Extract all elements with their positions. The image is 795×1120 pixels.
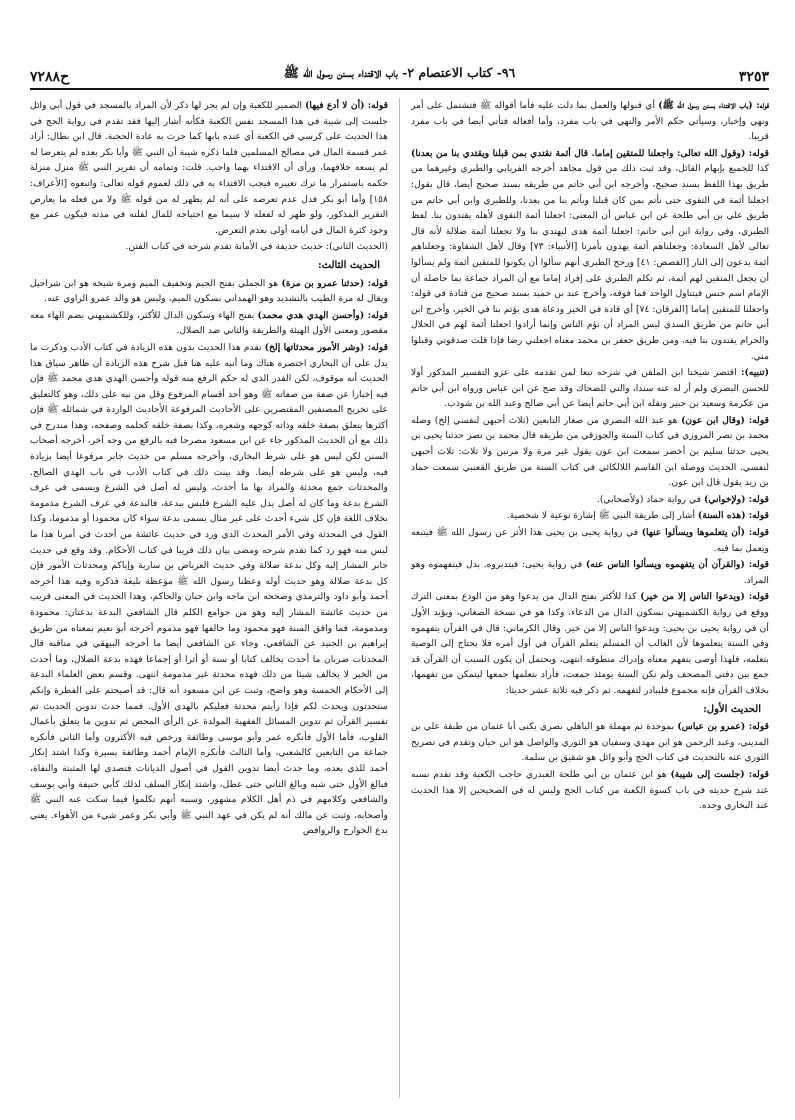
commentary-paragraph [30,98,388,238]
paragraph-lead: قوله: (ويدعوا الناس إلا من خير) [640,591,769,603]
commentary-paragraph [411,492,769,508]
paragraph-text: تقدم هذا الحديث بدون هذه الزيادة في كتاب الأدب وذكرت ما يدل على أن البخاري اختصره هناك وما أنبه عليه هنا قبل شرح هذه الزيادة أن ظاهر سياق هذا الحديث أنه موقوف، لكن القدر الذي له حكم الرفع منه قوله وأحسن الهدي هدي محمد ﷺ فإن فيه إخبارا عن صفة من صفاته ﷺ وهو أحد أقسام المرفوع وقل من نبه على ذلك، وهو كالتعليق على تخريج المصنفين المقتصرين على الأحاديث المرفوعة الأحاديث الواردة في شمائله ﷺ فإن أكثرها يتعلق بصفة خلقه وذاته كوجهه وشعره، وكذا بصفة خلقه كحلمه وصفحه، وهذا مندرج في ذلك مع أن الحديث المذكور جاء عن ابن مسعود مصرحا فيه بالرفع من وجه آخر، أخرجه أصحاب السنن لكن ليس هو على شرط البخاري، وأخرجه مسلم من حديث جابر مرفوعا أيضا بزيادة فيه، وليس هو على شرطه أيضا. وقد بينت ذلك في كتاب الأدب في باب الهدي الصالح. والمحدثات جمع محدثة والمراد بها ما أحدث، وليس له أصل في الشرع ويسمى في عرف الشرع بدعة وما كان له أصل يدل عليه الشرع فليس ببدعة، فالبدعة في عرف الشرع مذمومة بخلاف اللغة فإن كل شيء أحدث على غير مثال يسمى بدعة سواء كان محمودا أو مذموما، وكذا القول في المحدثة وفي الأمر المحدث الذي ورد في حديث عائشة من أحدث في أمرنا هذا ما ليس منه فهو رد كما تقدم شرحه ومضى بيان ذلك قريبا في كتاب الأحكام. وقد وقع في حديث جابر المشار إليه وكل بدعة ضلالة وفي حديث العرباض بن سارية وإياكم ومحدثات الأمور فإن كل بدعة ضلالة وهو حديث أوله وعظنا رسول الله ﷺ موعظة بليغة فذكره وفيه هذا أخرجه أحمد وأبو داود والترمذي وصححه ابن ماجه وابن حبان والحاكم، وهذا الحديث في المعنى قريب من حديث عائشة المشار إليه وهو من جوامع الكلم قال الشافعي البدعة بدعتان: محمودة ومذمومة، فما وافق السنة فهو محمود وما خالفها فهو مذموم أخرجه أبو نعيم بمعناه من طريق إبراهيم بن الجنيد عن الشافعي، وجاء عن الشافعي أيضا ما أخرجه البيهقي في مناقبه قال المحدثات ضربان ما أحدث يخالف كتابا أو سنة أو أثرا أو إجماعا فهذه بدعة الضلال، وما أحدث من الخير لا يخالف شيئا من ذلك فهذه محدثة غير مذمومة انتهى. وقسم بعض العلماء البدعة إلى الأحكام الخمسة وهو واضح، وثبت عن ابن مسعود أنه قال: قد أصبحتم على الفطرة وإنكم ستحدثون ويحدث لكم فإذا رأيتم محدثة فعليكم بالهدي الأول. فمما حدث تدوين الحديث ثم تفسير القرآن ثم تدوين المسائل الفقهية المولدة عن الرأي المحض ثم تدوين ما يتعلق بأعمال القلوب، فأما الأول فأنكره عمر وأبو موسى وطائفة ورخص فيه الأكثرون وأما الثاني فأنكره جماعة من التابعين كالشعبي، وأما الثالث فأنكره الإمام أحمد وطائفة يسيرة وكذا اشتد إنكار أحمد للذي بعده، وما حدث أيضا تدوين القول في أصول الديانات فتصدى لها المثبتة والنفاة، فبالغ الأول حتى شبه وبالغ الثاني حتى عطل، واشتد إنكار السلف لذلك كأبي حنيفة وأبي يوسف والشافعي وكلامهم في ذم أهل الكلام مشهور، وسببه أنهم تكلموا فيما سكت عنه النبي ﷺ وأصحابه، وثبت عن مالك أنه لم يكن في عهد النبي ﷺ وأبي بكر وعمر شيء من الأهواء. يعني بدع الخوارج والروافض [30,341,388,837]
paragraph-lead: قوله: (عمرو بن عباس) [677,721,769,733]
commentary-paragraph [411,508,769,524]
paragraph-text: في رواية يحيى بن يحيى هذا الأثر عن رسول الله ﷺ فيتبعه ويعمل بما فيه. [411,527,769,554]
paragraph-text: أشار إلى طريقة النبي ﷺ إشارة نوعية لا شخصية. [506,510,698,522]
commentary-paragraph [30,308,388,339]
paragraph-lead: قوله: (باب الاقتداء بسنن رسول الله ﷺ) [658,100,769,111]
running-header [30,62,769,90]
paragraph-text: بفتح الهاء وسكون الدال للأكثر، وللكشميهني بضم الهاء معه مقصور ومعنى الأول الهيئة والطريقة والثاني ضد الضلال. [30,309,388,337]
left-column [30,98,388,1098]
paragraph-lead: قوله: (حدثنا عمرو بن مرة) [281,277,388,289]
commentary-paragraph [411,557,769,588]
paragraph-text: كذا للأكثر بفتح الدال من يدعوا وهو من الودع بمعنى الترك ووقع في رواية الكشميهني بسكون الدال من الدعاء، وكذا هو في نسخة الصغاني، ويؤيد الأول أن في رواية يحيى بن يحيى: ويدعوا الناس إلا من خير. وقال الكرماني: قال في القرآن يتفهموه وفي السنة يتعلموها لأن الغالب أن المسلم يتعلم القرآن في أول أمره فلا يحتاج إلى الوصية بتعلمه، فلهذا أوصى بتفهم معناه وإدراك منطوقه انتهى، ويحتمل أن يكون السبب أن القرآن قد جمع بين دفتي المصحف ولم تكن السنة يومئذ جمعت، فأراد بتعلمها جمعها ليتمكن من تفهمها، بخلاف القرآن فإنه مجموع فليبادر لتفهمه. ثم ذكر فيه ثلاثة عشر حديثا: [411,591,769,696]
page-number: ٣٢٥٣ [738,69,769,85]
commentary-paragraph [411,98,769,145]
paragraph-lead: (تنبيه): [741,367,769,379]
commentary-paragraph [411,146,769,364]
commentary-paragraph [411,365,769,412]
document-page [30,62,769,1102]
paragraph-lead: قوله: (جلست إلى شيبة) [670,768,769,780]
paragraph-text: بموحدة ثم مهملة هو الباهلي بصري يكنى أبا عثمان من طبقة علي بن المديني، وعبد الرحمن هو ابن مهدي وسفيان هو الثوري والواصل هو ابن حيان وتقدم في تصريح الثوري عنه بالتحديث في كتاب الحج وأبو وائل هو شقيق بن سلمة. [411,721,769,764]
paragraph-text: في رواية يحيى: فيتدبروه. بدل فيتفهموه وهو المراد. [411,559,769,586]
paragraph-lead: قوله: (أن يتعلموها ويسألوا عنها) [641,527,769,539]
commentary-paragraph [411,719,769,766]
paragraph-lead: قوله: (وأحسن الهدي هدي محمد) [257,309,388,321]
paragraph-text: كذا للجميع بإبهام القائل، وقد ثبت ذلك من قول مجاهد أخرجه الفريابي والطبري وغيرهما من طريق بهذا اللفظ بسند صحيح، وأخرجه ابن أبي حاتم من طريقه بسند صحيح أيضا، قال يقول: اجعلنا أئمة في التقوى حتى نأتم بمن كان قبلنا ويأتم بنا من بعدنا، وللطبري وابن أبي حاتم من طريق علي بن أبي طلحة عن ابن عباس أن المعنى: اجعلنا أئمة التقوى لأهله يقتدون بنا. لفظ الطبري، وفي رواية ابن أبي حاتم: اجعلنا أئمة هدى ليهتدي بنا ولا تجعلنا أئمة ضلالة لأنه قال تعالى لأهل السعادة: وجعلناهم أئمة يهدون بأمرنا [الأنبياء: ٧٣] وقال لأهل الشقاوة: وجعلناهم أئمة يدعون إلى النار [القصص: ٤١] ورجح الطبري أنهم سألوا أن يكونوا للمتقين أئمة ولم يسألوا أن يجعل المتقين لهم أئمة، ثم تكلم الطبري على إفراد إماما مع أن المراد جماعة بما حاصله أن الإمام اسم جنس فيتناول الواحد فما فوقه، وأخرج عبد بن حميد بسند صحيح من قتادة في قوله: واجعلنا للمتقين إماما [الفرقان: ٧٤] أي قادة في الخير ودعاة هدى يؤتم بنا في الخير، وأخرج ابن أبي حاتم من طريق السدي ليس المراد أن نؤم الناس وإنما أرادوا اجعلنا أئمة لهم في الحلال والحرام يقتدون بنا فيه، ومن طريق جعفر بن محمد معناه اجعلني رضا فإذا قلت صدقوني وقبلوا مني. [411,163,769,362]
commentary-paragraph [30,340,388,839]
commentary-paragraph [411,525,769,556]
commentary-paragraph [411,767,769,814]
paragraph-lead: قوله: (وقول الله تعالى: واجعلنا للمتقين إماما. قال أئمة نقتدي بمن قبلنا ويقتدي بنا من بعدنا) [411,147,769,159]
paragraph-lead: قوله: (وشر الأمور محدثاتها إلخ) [264,341,388,353]
section-heading: الحديث الأول: [703,703,761,715]
commentary-paragraph [411,589,769,698]
paragraph-text: اقتصر شيخنا ابن الملقن في شرحه تبعا لمن تقدمه على عزو التفسير المذكور أولا للحسن البصري ولم أر له عنه سندا، والتي للضحاك وقد صح عن ابن عباس ورواه ابن أبي حاتم من عكرمة وسعيد بن جبير ونقله ابن أبي حاتم أيضا عن أبي صالح وعبد الله بن شوذب. [411,367,769,410]
paragraph-text: أي قبولها والعمل بما دلت عليه فأما أقواله ﷺ فتشتمل على أمر ونهي وإخبار، وسيأتي حكم الأمر والنهي في باب مفرد، وأما أفعاله فتأتي أيضا في باب مفرد قريبا. [411,100,769,143]
commentary-paragraph [30,239,388,255]
paragraph-text: هو عبد الله البصري من صغار التابعين (ثلاث أحبهن لنفسي إلخ) وصله محمد بن نصر المروزي في كتاب السنة والجوزقي من طريقه قال محمد بن نصر حدثنا يحيى بن يحيى حدثنا سليم بن أخضر سمعت ابن عون يقول غير مرة ولا مرتين ولا ثلاث: ثلاث أحبهن لنفسي. الحديث ووصله ابن القاسم اللالكائي في كتاب السنة من طريق القعنبي سمعت حماد بن زيد يقول قال ابن عون. [411,414,769,489]
paragraph-lead: قوله: (وقال ابن عون) [681,414,769,426]
paragraph-text: الضمير للكعبة وإن لم يجر لها ذكر لأن المراد بالمسجد في قول أبي وائل جلست إلى شيبة في هذا المسجد نفس الكعبة فكأنه أشار إليها فقد تقدم في رواية الحج في هذا الحديث على كرسي في الكعبة أي عنده بابها كما جرت به عادة الحجبة. قال ابن بطال: أراد عمر قسمة المال في مصالح المسلمين فلما ذكره شيبة أن النبي ﷺ وأبا بكر بعده لم يتعرضا له لم يسعه خلافهما، ورأى أن الاقتداء بهما واجب. قلت: وتمامه أن تقرير النبي ﷺ منزل منزلة حكمه باستمرار ما ترك تغييره فيجب الاقتداء به في ذلك لعموم قوله تعالى: واتبعوه [الأعراف: ١٥٨] وأما أبو بكر فدل عدم تعرضه على أنه لم يظهر له من قوله ﷺ ولا من فعله ما يعارض التقرير المذكور، ولو ظهر له لفعله لا سيما مع احتياجه للمال لقلته في مدته فيكون عمر مع وجود كثرة المال في أيامه أولى بعدم التعرض. [30,100,388,236]
paragraph-text: هو ابن عثمان بن أبي طلحة العبدري حاجب الكعبة وقد تقدم نسبه عند شرح حديثه في باب كسوة الكعبة من كتاب الحج وليس له في الصحيحين إلا هذا الحديث عند البخاري وحده. [411,768,769,812]
right-column [411,98,769,1098]
paragraph-lead: قوله: (هذه السنة) [697,510,769,522]
hadith-number: ح٧٢٨٨ [30,69,70,85]
text-columns [30,98,769,1098]
column-divider [399,98,400,1098]
paragraph-lead: قوله: (أن لا أدع فيها) [305,100,388,111]
commentary-paragraph [411,413,769,491]
commentary-paragraph [30,276,388,307]
paragraph-text: في رواية حماد (ولأصحابي). [596,493,704,505]
paragraph-text: (الحديث الثاني): حديث حذيفة في الأمانة تقدم شرحه في كتاب الفتن. [125,241,388,253]
paragraph-text: هو الجملي بفتح الجيم وتخفيف الميم ومرة شيخه هو ابن شراحيل ويقال له مرة الطيب بالتشديد وهو الهمداني بسكون الميم، وليس هو والد عمرو الراوي عنه. [30,277,388,305]
paragraph-lead: قوله: (ولإخواني) [703,493,769,505]
chapter-title: ٩٦- كتاب الاعتصام ٢- باب الاقتداء بسنن رسول الله ﷺ [283,65,516,80]
paragraph-lead: قوله: (والقرآن أن يتفهموه ويسألوا الناس عنه) [585,559,769,571]
section-heading: الحديث الثالث: [317,259,380,271]
